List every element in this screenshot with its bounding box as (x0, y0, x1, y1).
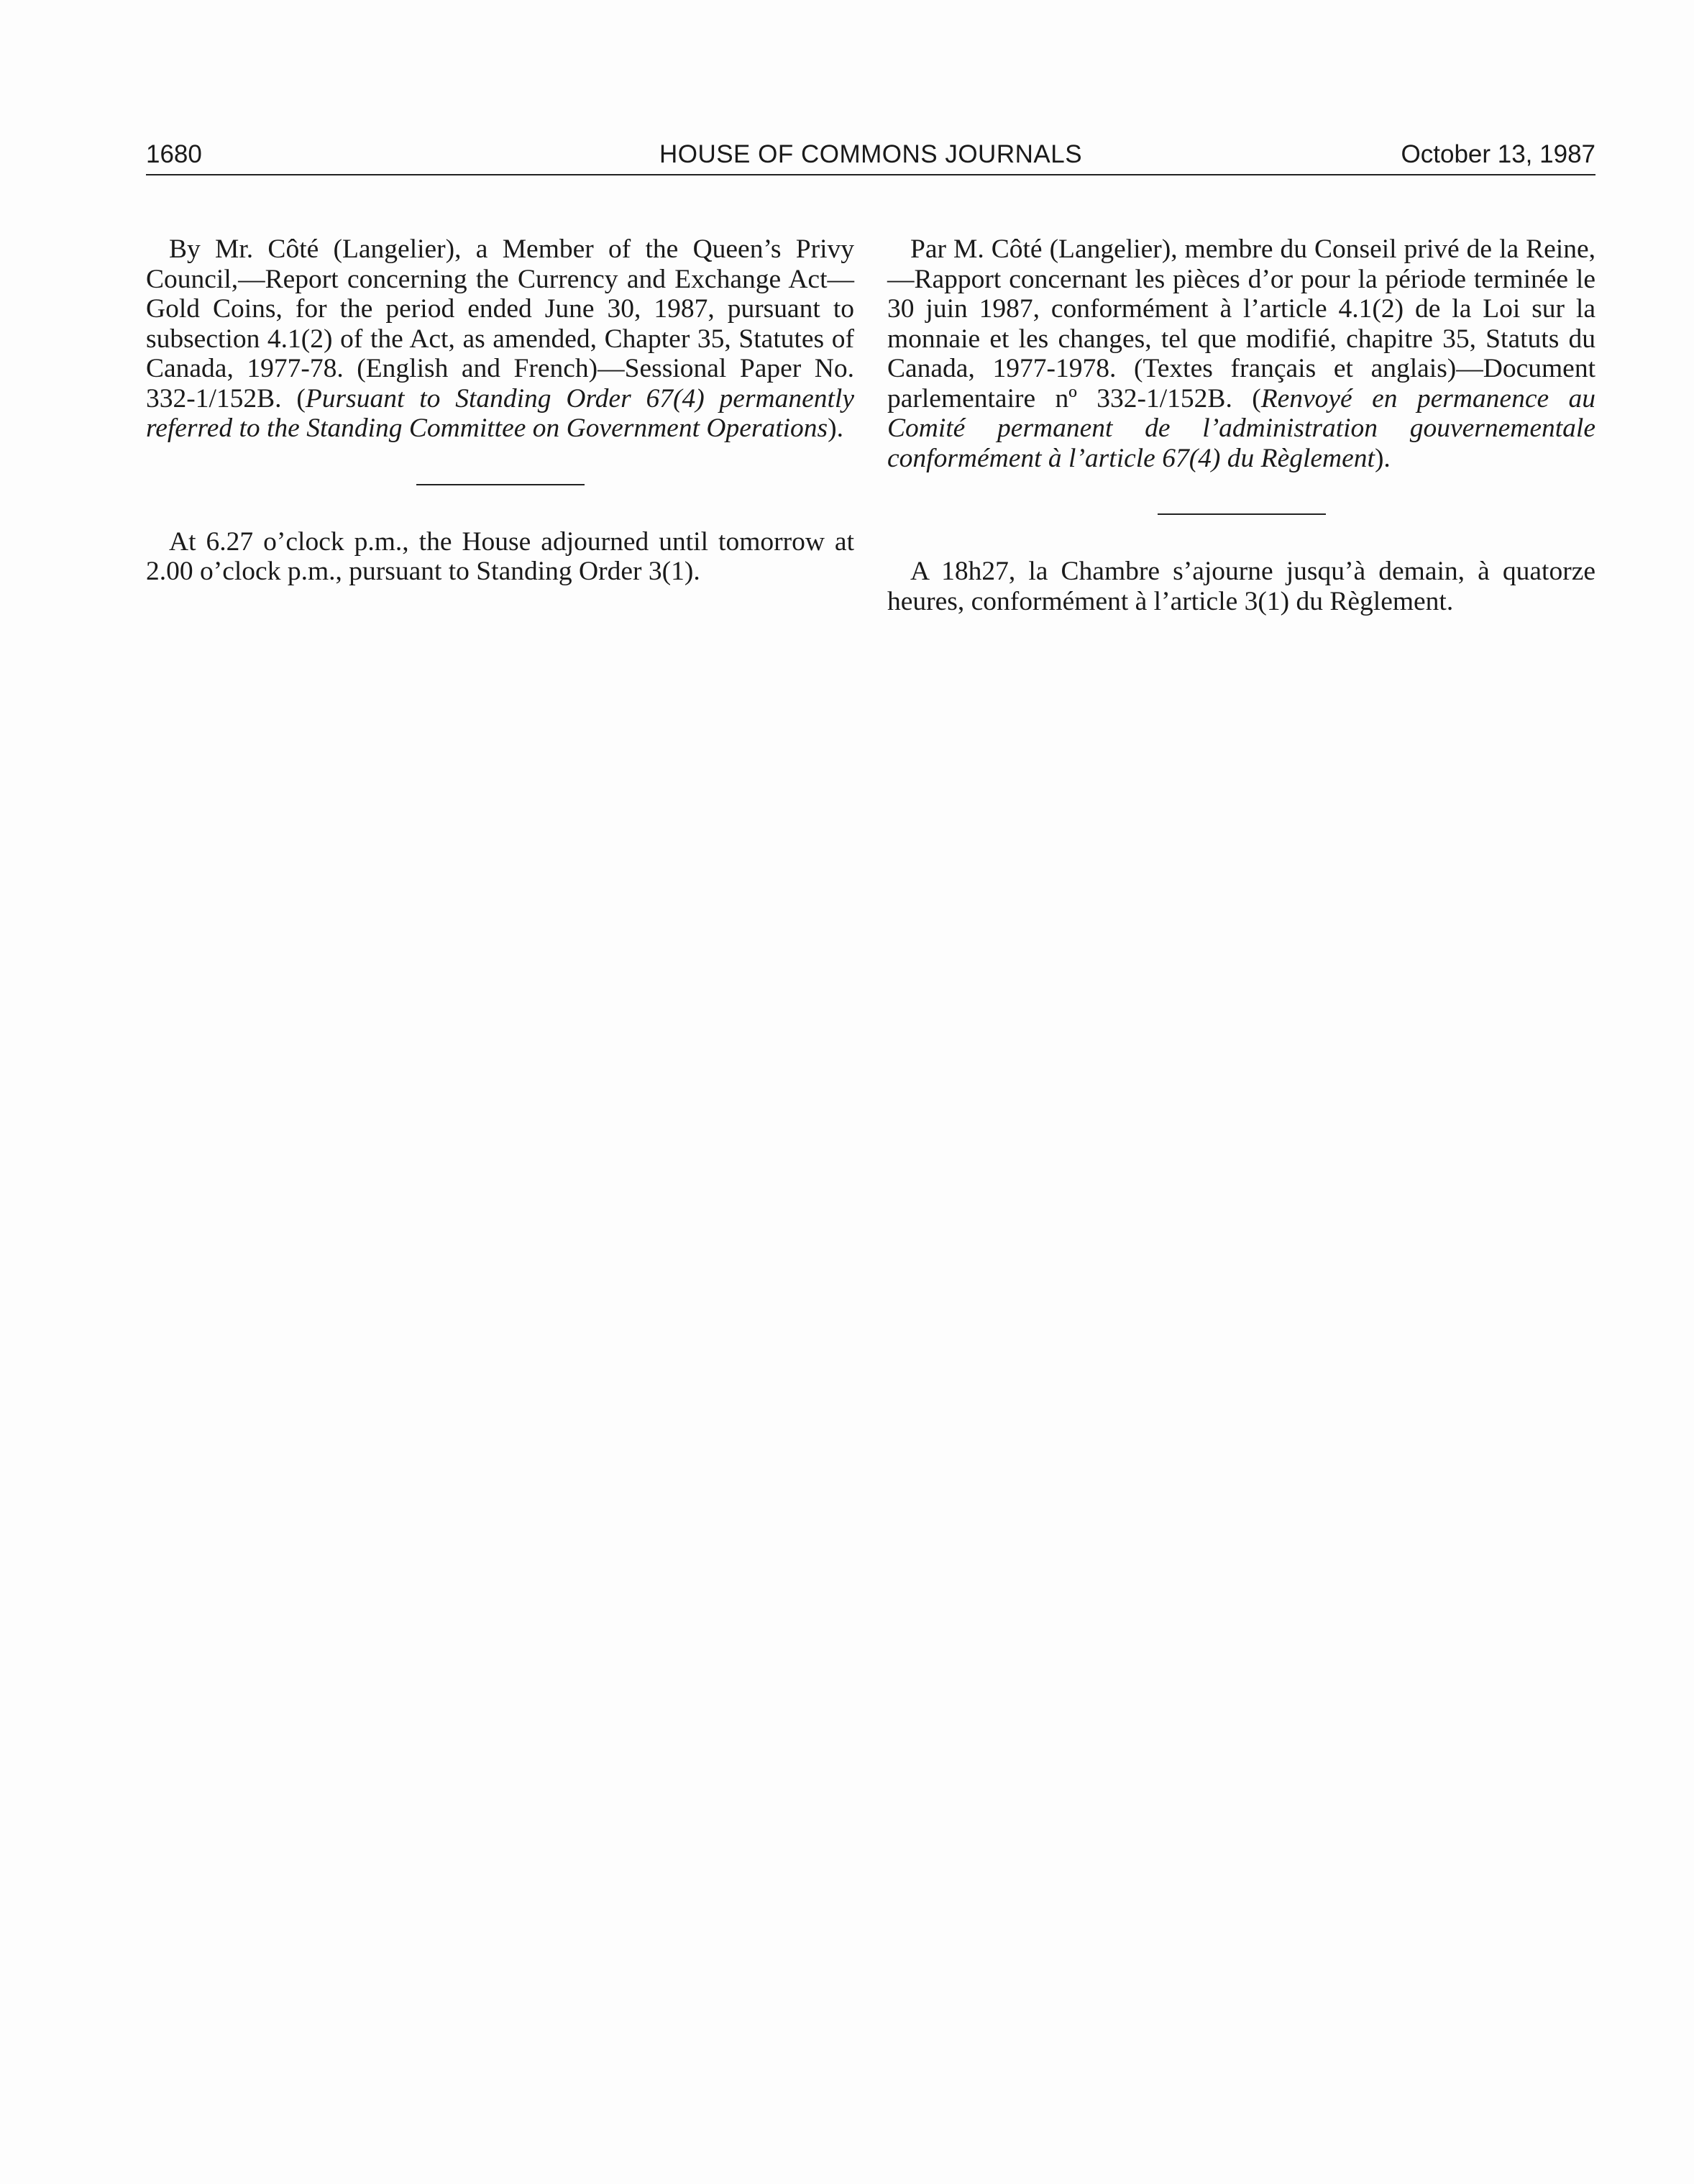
running-header (146, 135, 1595, 175)
journal-title: HOUSE OF COMMONS JOURNALS (659, 140, 1083, 168)
french-column (887, 234, 1595, 616)
referral-note: Renvoyé en permanence au Comité permanent de l’administration gouvernementale conformément à l’article 67(4) du Règlement (887, 383, 1595, 473)
adjournment-notice-english: At 6.27 o’clock p.m., the House adjourned until tomorrow at 2.00 o’clock p.m., pursuant to Standing Order 3(1). (146, 526, 854, 586)
section-divider (416, 484, 585, 485)
referral-note: Pursuant to Standing Order 67(4) permanently referred to the Standing Committee on Government Operations (146, 383, 854, 443)
page-number: 1680 (146, 140, 202, 168)
sessional-paper-text: By Mr. Côté (Langelier), a Member of the Queen’s Privy Council,—Report concerning the Currency and Exchange Act—Gold Coins, for the period ended June 30, 1987, pursuant to subsection 4.1(2) of the Act, as amended, Chapter 35, Statutes of Canada, 1977-78. (English and French)—Sessional Paper No. 332-1/152B. ( (146, 234, 854, 414)
sessional-paper-text: Par M. Côté (Langelier), membre du Conseil privé de la Reine,—Rapport concernant les pièces d’or pour la période terminée le 30 juin 1987, conformément à l’article 4.1(2) de la Loi sur la monnaie et les changes, tel que modifié, chapitre 35, Statuts du Canada, 1977-1978. (Textes français et anglais)—Document parlementaire nº 332-1/152B. ( (887, 234, 1595, 414)
closing-punctuation: ). (1374, 443, 1391, 473)
sessional-paper-entry-english (146, 234, 854, 444)
english-column (146, 234, 854, 587)
sessional-paper-entry-french (887, 234, 1595, 473)
journal-date: October 13, 1987 (1401, 140, 1595, 168)
section-divider (1158, 513, 1326, 515)
closing-punctuation: ). (828, 414, 843, 443)
adjournment-notice-french: A 18h27, la Chambre s’ajourne jusqu’à demain, à quatorze heures, conformément à l’article 3(1) du Règlement. (887, 557, 1595, 616)
